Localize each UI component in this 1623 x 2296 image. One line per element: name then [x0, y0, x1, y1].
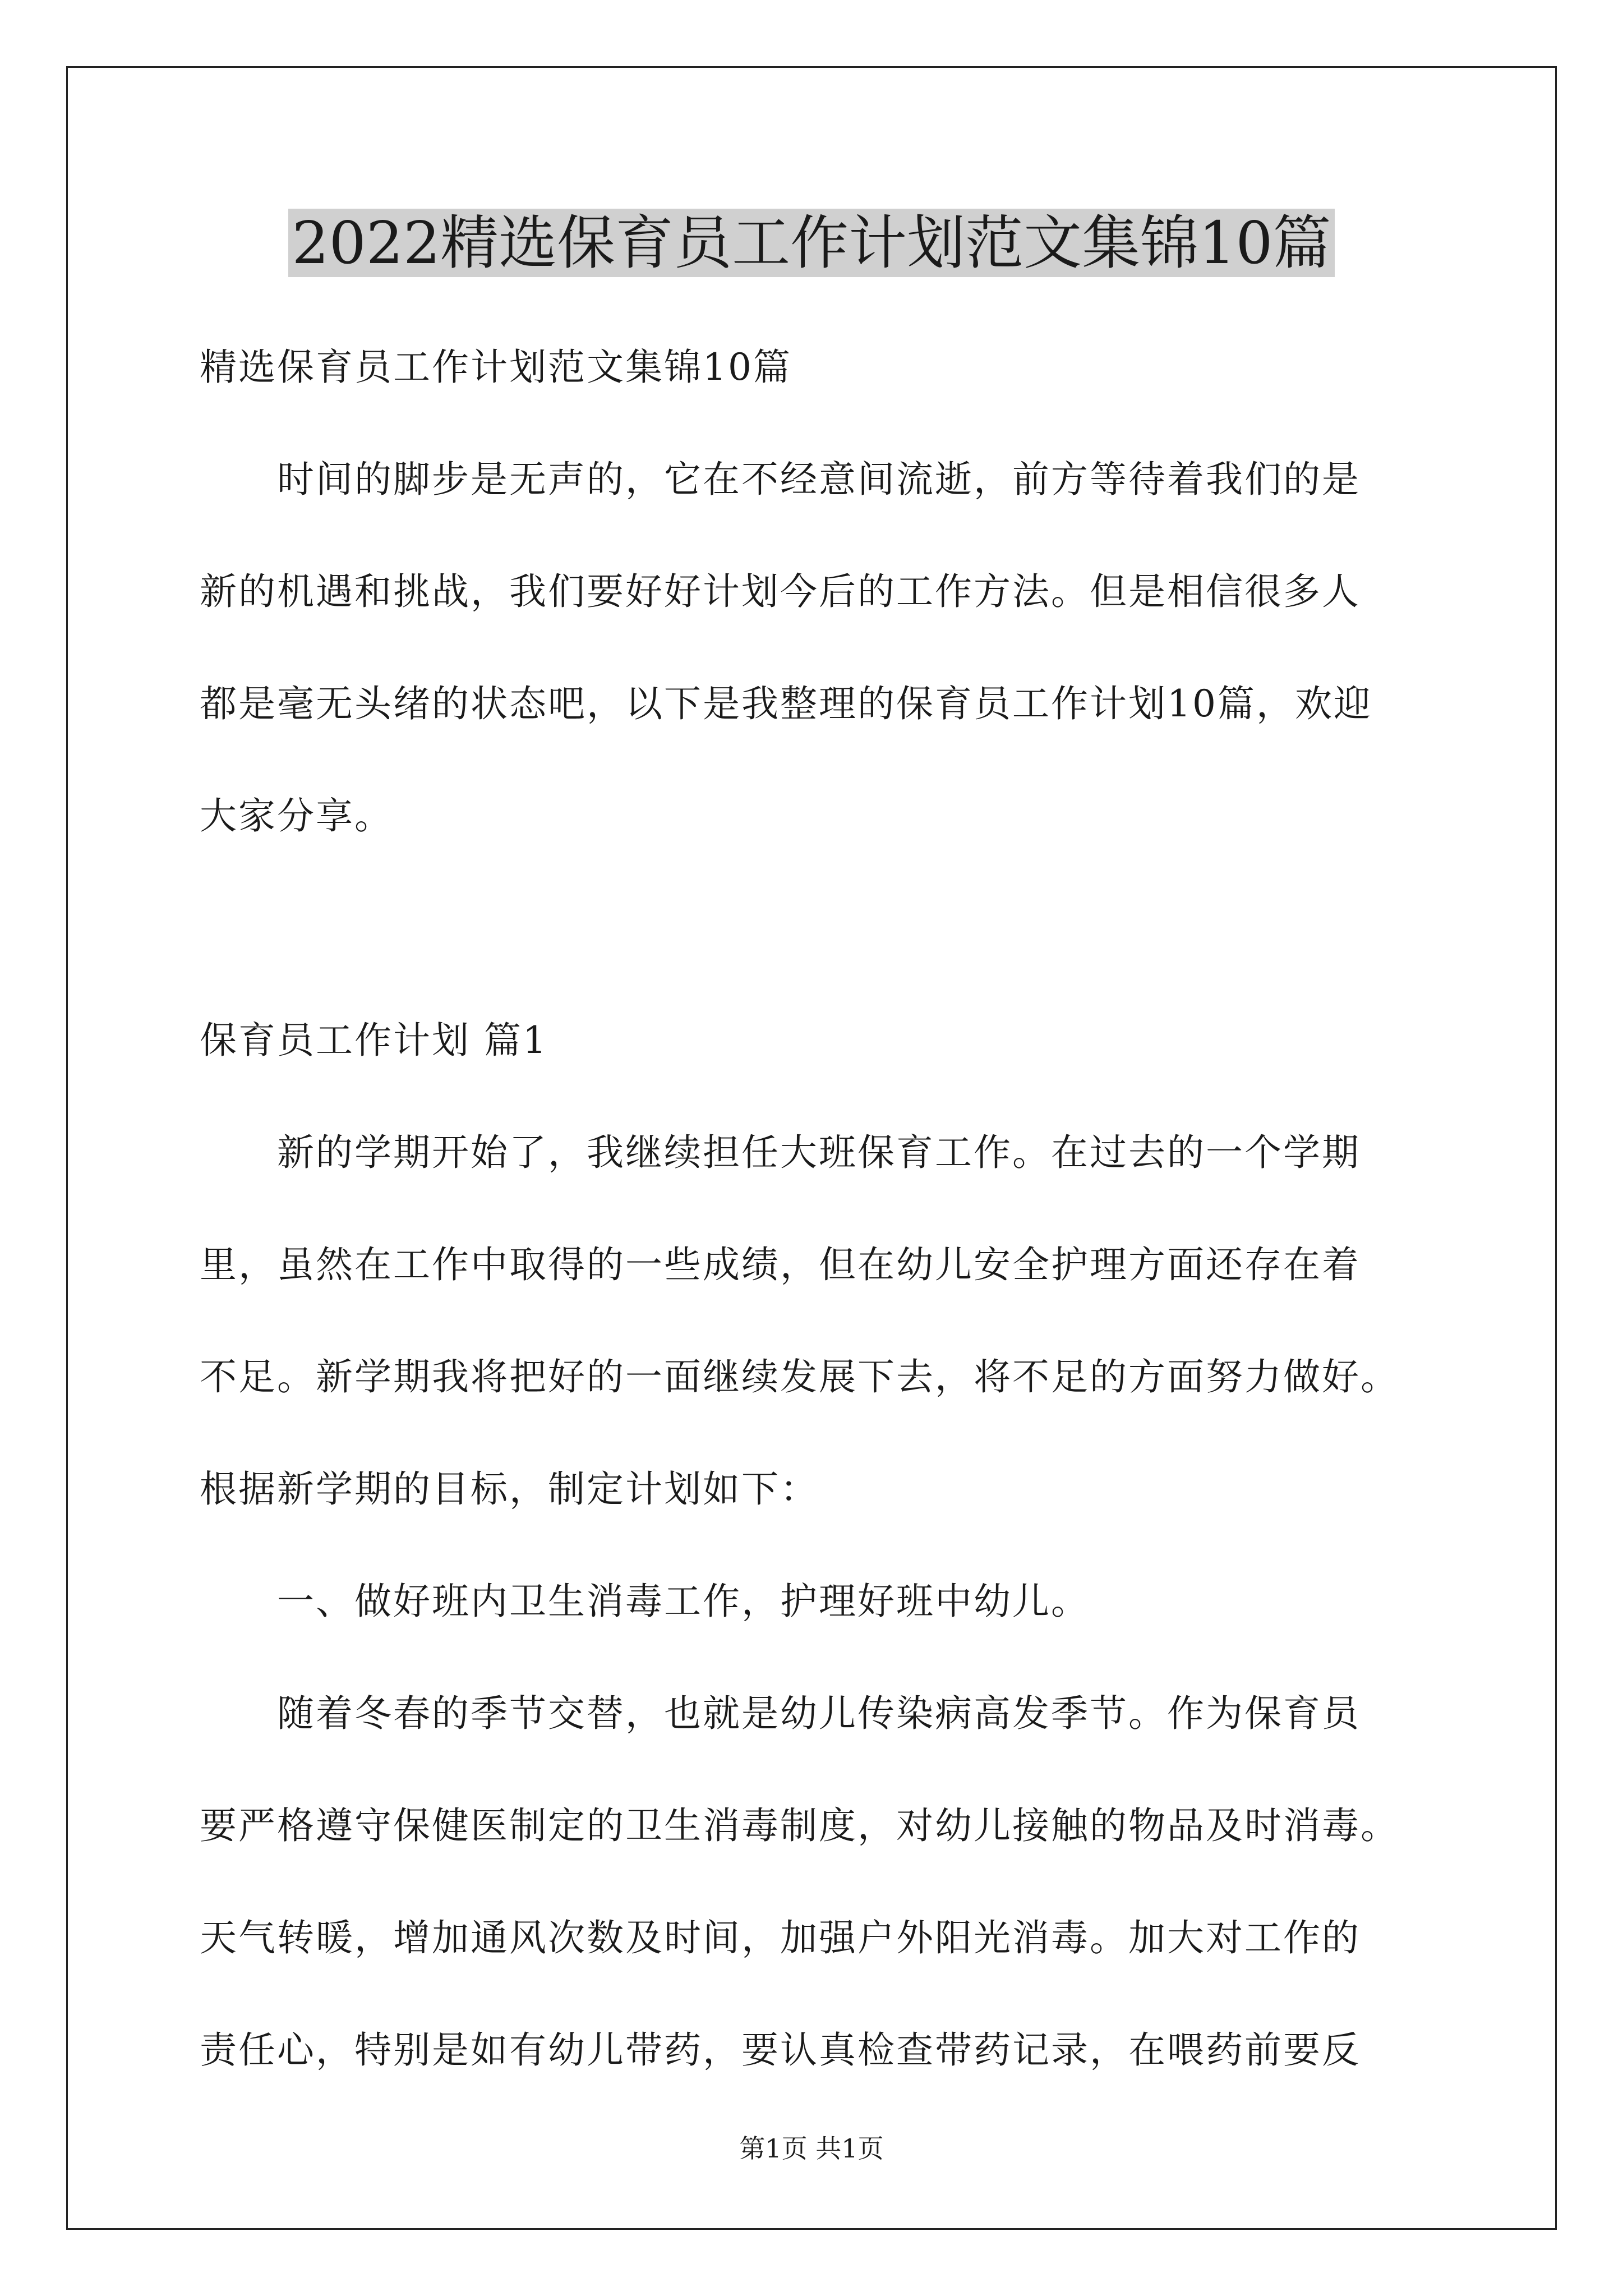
body-line: 里，虽然在工作中取得的一些成绩，但在幼儿安全护理方面还存在着	[200, 1243, 1361, 1286]
body-line: 根据新学期的目标，制定计划如下：	[200, 1467, 819, 1511]
section-heading: 保育员工作计划 篇1	[200, 1019, 548, 1062]
body-line: 一、做好班内卫生消毒工作，护理好班中幼儿。	[200, 1580, 1090, 1623]
page-footer: 第1页 共1页	[739, 2133, 884, 2164]
blank-line	[200, 872, 1433, 984]
body-line: 新的机遇和挑战，我们要好好计划今后的工作方法。但是相信很多人	[200, 570, 1361, 613]
document-title-text: 2022精选保育员工作计划范文集锦10篇	[288, 209, 1334, 277]
body-line: 不足。新学期我将把好的一面继续发展下去，将不足的方面努力做好。	[200, 1355, 1399, 1398]
body-line: 新的学期开始了，我继续担任大班保育工作。在过去的一个学期	[200, 1131, 1361, 1174]
body-line: 精选保育员工作计划范文集锦10篇	[200, 346, 792, 389]
document-body	[200, 311, 1433, 2106]
body-line: 天气转暖，增加通风次数及时间，加强户外阳光消毒。加大对工作的	[200, 1916, 1361, 1959]
body-line: 责任心，特别是如有幼儿带药，要认真检查带药记录，在喂药前要反	[200, 2028, 1361, 2072]
body-line: 时间的脚步是无声的，它在不经意间流逝，前方等待着我们的是	[200, 458, 1361, 501]
body-line: 大家分享。	[200, 794, 393, 838]
body-line: 都是毫无头绪的状态吧，以下是我整理的保育员工作计划10篇，欢迎	[200, 682, 1372, 725]
body-line: 要严格遵守保健医制定的卫生消毒制度，对幼儿接触的物品及时消毒。	[200, 1804, 1399, 1847]
document-title	[0, 206, 1623, 279]
body-line: 随着冬春的季节交替，也就是幼儿传染病高发季节。作为保育员	[200, 1692, 1361, 1735]
